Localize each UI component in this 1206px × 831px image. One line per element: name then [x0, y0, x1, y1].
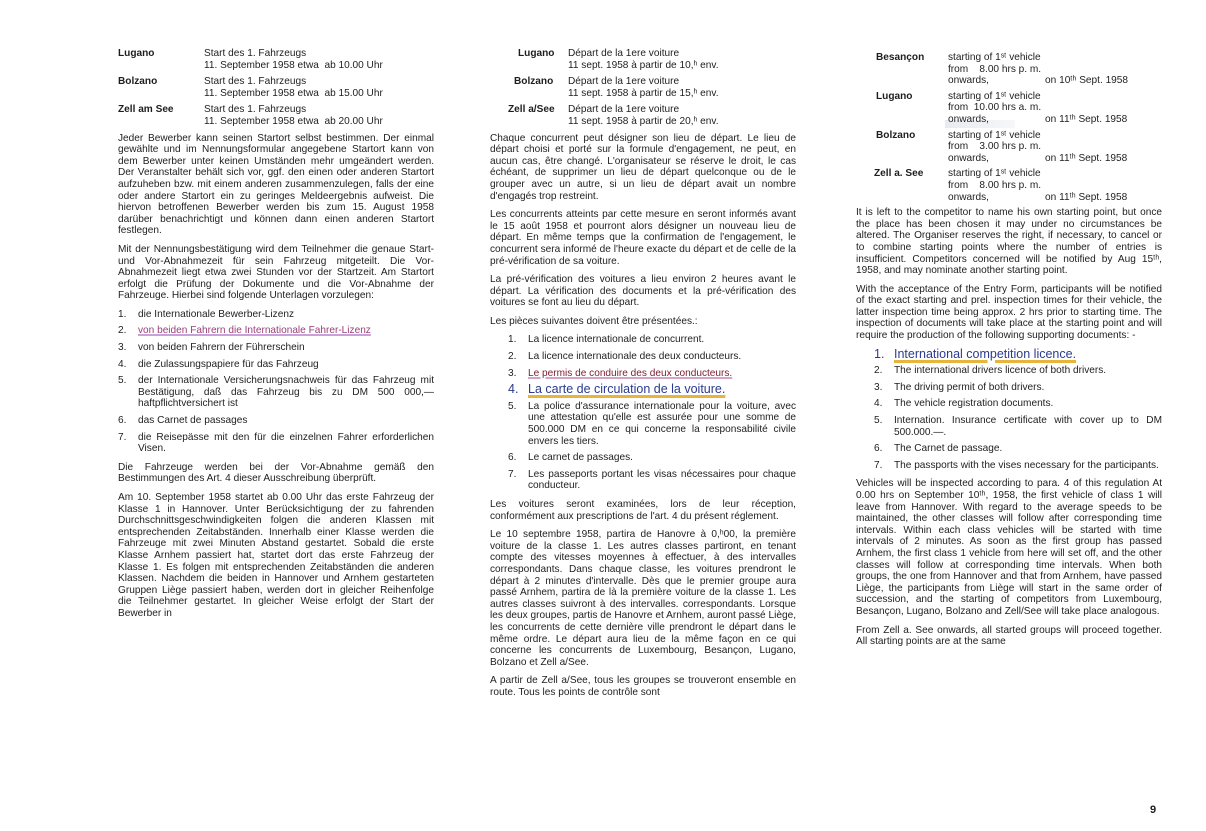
schedule-text: Start des 1. Fahrzeugs 11. September 1958 etwa ab 10.00 Uhr [204, 48, 383, 71]
list-item [118, 342, 434, 354]
schedule-text: starting of 1ˢᵗ vehicle from 3.00 hrs p. m. onwards, on 11ᵗʰ Sept. 1958 [948, 129, 1128, 164]
schedule-entry [856, 91, 1162, 126]
list-number: 4. [874, 398, 883, 410]
list-item [508, 351, 796, 363]
list-text: La licence internationale de concurrent. [528, 334, 705, 346]
list-text: von beiden Fahrern der Führerschein [138, 342, 305, 354]
schedule-entry [856, 52, 1162, 87]
schedule-location: Zell a. See [874, 168, 924, 180]
schedule-location: Bolzano [118, 76, 158, 88]
list-number: 6. [118, 415, 127, 427]
schedule-entry [118, 48, 434, 71]
list-number: 7. [874, 459, 883, 471]
schedule-entry [856, 130, 1162, 165]
paragraph: Les voitures seront examinées, lors de leur réception, conformément aux prescriptions de l'art. 4 du présent réglement. [490, 499, 796, 522]
page-number: 9 [1150, 804, 1157, 816]
list-item [874, 415, 1162, 438]
list-text: der Internationale Versicherungsnachweis für das Fahrzeug mit Bestätigung, daß das Fahrzeug bis zu DM 500 000,— haftpflichtversichert ist [138, 375, 434, 410]
schedule-location: Bolzano [876, 129, 916, 141]
english-column [856, 52, 1162, 655]
schedule-entry [856, 168, 1162, 203]
list-text: das Carnet de passages [138, 415, 248, 427]
list-number: 5. [118, 375, 127, 387]
list-text: La carte de circulation de la voiture. [528, 382, 726, 397]
schedule-location: Bolzano [514, 76, 554, 88]
schedule-text: Start des 1. Fahrzeugs 11. September 1958 etwa ab 15.00 Uhr [204, 76, 383, 99]
document-list [490, 334, 796, 492]
list-text: Internation. Insurance certificate with cover up to DM 500.000.—. [894, 415, 1162, 438]
list-text: die Reisepässe mit den für die einzelnen Fahrer erforderlichen Visen. [138, 431, 434, 455]
schedule-text: Start des 1. Fahrzeugs 11. September 1958 etwa ab 20.00 Uhr [204, 104, 383, 127]
schedule-entry [118, 76, 434, 99]
list-item [508, 334, 796, 346]
list-number: 6. [874, 443, 883, 455]
list-text: von beiden Fahrern die Internationale Fahrer-Lizenz [138, 325, 371, 337]
list-item [118, 432, 434, 455]
list-text: La police d'assurance internationale pour la voiture, avec une attestation qu'elle est assurée pour une somme de 500.000 DM en ce qui concerne la responsabilité civile envers les tiers. [528, 400, 796, 447]
list-number: 1. [874, 346, 885, 361]
list-item [118, 309, 434, 321]
list-number: 3. [118, 342, 127, 354]
list-number: 2. [874, 365, 883, 377]
schedule-location: Besançon [876, 52, 925, 63]
list-item [118, 325, 434, 337]
list-number: 4. [508, 382, 519, 397]
paragraph: Jeder Bewerber kann seinen Startort selbst bestimmen. Der einmal gewählte und im Nennungsformular angegebene Startort kann von dem Bewerber unter keinen Umständen mehr umgeändert werden. Der Veranstalter behält sich vor, ggf. den einen oder anderen Startort aufzuheben bzw. mit einem anderen zusammenzulegen, falls der eine oder andere Startort ein zu geringes Meldeergebnis aufweist. Die hiervon betroffenen Bewerber werden bis zum 15. August 1958 darüber benachrichtigt und können dann einen anderen Startort festlegen. [118, 132, 434, 237]
list-item [508, 401, 796, 447]
schedule-location: Zell a/See [508, 104, 555, 116]
list-item [874, 398, 1162, 410]
paragraph: Les pièces suivantes doivent être présentées.: [490, 315, 698, 327]
list-text: die Internationale Bewerber-Lizenz [138, 308, 294, 320]
paragraph: Am 10. September 1958 startet ab 0.00 Uhr das erste Fahrzeug der Klasse 1 in Hannover. Unter Berücksichtigung der zu fahrenden Durchschnittsgeschwindigkeiten folgen die anderen Klassen mit entsprechenden Zeitabständen. Innerhalb einer Klasse werden die Fahrzeuge mit zwei Minuten Abstand gestartet. Sobald die erste Klasse Arnhem passiert hat, startet dort das erste Fahrzeug der Klasse 1. Es folgen mit entsprechenden Zeitabständen die anderen Klassen. Nachdem die beiden in Hannover und Arnhem gestarteten Gruppen Liège passiert haben, werden dort in gleicher Reihenfolge die Teilnehmer gestartet. In gleicher Weise erfolgt der Start der Bewerber in [118, 492, 434, 619]
list-item [118, 375, 434, 410]
list-item [874, 365, 1162, 377]
list-item [508, 368, 796, 380]
german-column [118, 48, 434, 627]
paragraph: With the acceptance of the Entry Form, participants will be notified of the exact starting and prel. inspection times for their vehicle, the latter inspection time being approx. 2 hrs prior to starting time. The inspection of documents will take place at the starting point and will require the production of the following supporting documents: - [856, 283, 1162, 342]
list-item [118, 359, 434, 371]
schedule-entry [490, 76, 796, 99]
paragraph: A partir de Zell a/See, tous les groupes se trouveront ensemble en route. Tous les points de contrôle sont [490, 675, 796, 698]
list-text: Le carnet de passages. [528, 452, 633, 464]
schedule-location: Lugano [118, 48, 155, 59]
paragraph: La pré-vérification des voitures a lieu environ 2 heures avant le départ. La vérification des documents et la pré-vérification des voitures se font au lieu du départ. [490, 274, 796, 309]
schedule-location: Zell am See [118, 104, 174, 116]
list-number: 2. [508, 351, 517, 363]
list-number: 1. [118, 308, 127, 320]
list-text: La licence internationale des deux conducteurs. [528, 351, 742, 363]
paragraph: Le 10 septembre 1958, partira de Hanovre à 0,ʰ00, la première voiture de la classe 1. Les autres classes partiront, en tenant compte des vitesses moyennes à effectuer, à des intervalles correspondants. Dans chaque classe, les voitures prendront le départ à 2 minutes d'intervalle. Dès que le premier groupe aura passé Arnhem, partira de là la première voiture de la classe 1. Les autres classes suivront à des intervalles. correspondants. Lorsque les deux groupes, partis de Hanovre et Arnhem, auront passé Liège, les concurrents de cette dernière ville prendront le départ dans le même ordre. Le départ aura lieu de la même façon en ce qui concerne les concurrents de Luxembourg, Besançon, Lugano, Bolzano et Zell a/See. [490, 529, 796, 668]
list-number: 6. [508, 452, 517, 464]
schedule-location: Lugano [518, 48, 555, 59]
schedule-text: Départ de la 1ere voiture 11 sept. 1958 à partir de 15,ʰ env. [568, 76, 719, 99]
paragraph: Chaque concurrent peut désigner son lieu de départ. Le lieu de départ choisi et porté sur la formule d'engagement, ne peut, en aucun cas, être changé. L'organisateur se réserve le droit, le cas échéant, de supprimer un lieu de départ quelconque ou de le grouper avec un autre, si un lieu de départ avait un nombre d'engagés trop restreint. [490, 132, 796, 202]
list-number: 3. [508, 367, 517, 379]
schedule-text: starting of 1ˢᵗ vehicle from 8.00 hrs p. m. onwards, on 10ᵗʰ Sept. 1958 [948, 52, 1129, 87]
paragraph: Vehicles will be inspected according to para. 4 of this regulation At 0.00 hrs on September 10ᵗʰ, 1958, the first vehicle of class 1 will leave from Hannover. With regard to the average speeds to be maintained, the other classes will follow after corresponding time intervals. Within each class vehicles will be started with time intervals of 2 minutes. As soon as the first group has passed Arnhem, the first class 1 vehicle from here will set off, and the other classes will follow at corresponding time intervals. When both groups, the one from Hannover and that from Arnhem, have passed Liège, the participants from Liège will start in the same order of succession, and the starting of competitors from Luxembourg, Besançon, Lugano, Bolzano and Zell/See will take place analogous. [856, 478, 1162, 617]
list-item [508, 469, 796, 492]
paragraph: Mit der Nennungsbestätigung wird dem Teilnehmer die genaue Start- und Vor-Abnahmezeit für sein Fahrzeug mitgeteilt. Die Vor-Abnahmezeit liegt etwa zwei Stunden vor der Startzeit. Am Startort erfolgt die Prüfung der Dokumente und die Vor-Abnahme der Fahrzeuge. Hierbei sind folgende Unterlagen vorzulegen: [118, 243, 434, 302]
list-text: Le permis de conduire des deux conducteurs. [528, 367, 733, 379]
schedule-entry [118, 104, 434, 127]
list-number: 1. [508, 334, 517, 346]
list-number: 4. [118, 358, 127, 370]
list-text: die Zulassungspapiere für das Fahrzeug [138, 358, 319, 370]
schedule-text: Départ de la 1ere voiture 11 sept. 1958 à partir de 10,ʰ env. [568, 48, 719, 71]
document-list [118, 309, 434, 455]
list-item [874, 346, 1162, 361]
paragraph: Les concurrents atteints par cette mesure en seront informés avant le 15 août 1958 et pourront alors désigner un nouveau lieu de départ. En même temps que la confirmation de l'engagement, le concurrent sera informé de l'heure exacte du départ et de celle de la pré-vérification de sa voiture. [490, 209, 796, 267]
document-list [856, 346, 1162, 472]
list-text: Les passeports portant les visas nécessaires pour chaque conducteur. [528, 468, 796, 492]
schedule-entry [490, 48, 796, 71]
list-text: The Carnet de passage. [894, 443, 1003, 455]
list-number: 7. [118, 431, 127, 443]
list-item [508, 452, 796, 464]
list-number: 2. [118, 325, 127, 337]
schedule-text: starting of 1ˢᵗ vehicle from 10.00 hrs a. m. onwards, on 11ᵗʰ Sept. 1958 [948, 90, 1128, 125]
list-item [118, 415, 434, 427]
list-item [874, 382, 1162, 394]
list-number: 3. [874, 381, 883, 393]
list-item [508, 384, 796, 396]
list-number: 7. [508, 468, 517, 480]
list-text: The passports with the vises necessary for the participants. [894, 459, 1159, 471]
list-number: 5. [508, 400, 517, 412]
list-text: The international drivers licence of both drivers. [894, 365, 1107, 377]
paragraph: From Zell a. See onwards, all started groups will proceed together. All starting points are at the same [856, 624, 1162, 648]
list-number: 5. [874, 415, 883, 427]
list-text: The driving permit of both drivers. [894, 381, 1045, 393]
paragraph: It is left to the competitor to name his own starting point, but once the place has been chosen it may under no circumstances be altered. The Organiser reserves the right, if necessary, to cancel or to combine starting points where the number of entries is insufficient. Competitors concerned will be notified by Aug 15ᵗʰ, 1958, and may nominate another starting point. [856, 207, 1162, 277]
schedule-entry [490, 104, 796, 127]
schedule-location: Lugano [876, 90, 913, 102]
schedule-text: Départ de la 1ere voiture 11 sept. 1958 à partir de 20,ʰ env. [568, 104, 719, 127]
list-item [874, 460, 1162, 472]
french-column [490, 48, 796, 706]
list-text: The vehicle registration documents. [894, 398, 1054, 410]
list-text: International competition licence. [894, 346, 1077, 361]
schedule-text: starting of 1ˢᵗ vehicle from 8.00 hrs p. m. onwards, on 11ᵗʰ Sept. 1958 [948, 168, 1128, 203]
paragraph: Die Fahrzeuge werden bei der Vor-Abnahme gemäß den Bestimmungen des Art. 4 dieser Ausschreibung überprüft. [118, 461, 434, 485]
list-item [874, 443, 1162, 455]
